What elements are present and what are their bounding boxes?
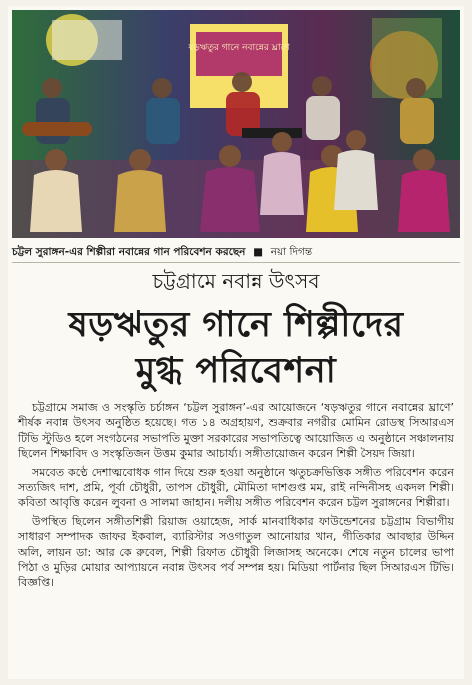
- article-body: [18, 400, 454, 594]
- banner-text: ষড়ঋতুর গানে নবান্নের ঘ্রাণে: [188, 43, 290, 53]
- event-photo: [12, 10, 460, 238]
- caption-separator: ■: [253, 246, 264, 258]
- kicker: চট্টগ্রামে নবান্ন উৎসব: [152, 269, 320, 293]
- caption-text: চট্টল সুরাঙ্গন-এর শিল্পীরা নবান্নের গান পরিবেশন করছেন: [12, 246, 246, 258]
- headline-line-1: ষড়ঋতুর গানে শিল্পীদের: [68, 305, 404, 345]
- caption-divider: [12, 262, 460, 263]
- photo-credit: নয়া দিগন্ত: [270, 246, 313, 258]
- paragraph: উপস্থিত ছিলেন সঙ্গীতশিল্পী রিয়াজ ওয়াহেজ, সার্ক মানবাধিকার ফাউন্ডেশনের চট্টগ্রাম বিভাগীয় সাধারণ সম্পাদক জাফর ইকবাল, ব্যারিস্টার সওগাতুল আনোয়ার খান, গীতিকার আবছার উদ্দিন অলি, লায়ন ডা: আর কে রুবেল, শিল্পী রিফাত চৌধুরী লিজাসহ অনেকে। শেষে নতুন চালের ভাপা পিঠা ও মুড়ির মোয়ার আপ্যায়নে নবান্ন উৎসব পর্ব সম্পন্ন হয়। মিডিয়া পার্টনার ছিল সিআরএস টিভি। বিজ্ঞপ্তি।: [18, 514, 454, 590]
- photo-caption: [12, 244, 460, 260]
- paragraph: চট্টগ্রামে সমাজ ও সংস্কৃতি চর্চাঙ্গন ‘চট্টল সুরাঙ্গন’-এর আয়োজনে ‘ষড়ঋতুর গানে নবান্নের ঘ্রাণে’ শীর্ষক নবান্ন উৎসব অনুষ্ঠিত হয়েছে। গত ১৪ অগ্রহায়ণ, শুক্রবার নগরীর মোমিন রোডস্থ সিআরএস টিভি স্টুডিও হলে সংগঠনের সভাপতি মুক্তা সরকারের সভাপতিত্বে আয়োজিত এ অনুষ্ঠানে সঞ্চালনায় ছিলেন শিক্ষাবিদ ও সংস্কৃতিজন উত্তম কুমার আচার্য্য। সঙ্গীতায়োজন করেন শিল্পী সৈয়দ জিয়া।: [18, 401, 454, 461]
- newspaper-clipping: [8, 6, 464, 679]
- headline: [8, 302, 464, 394]
- event-photo-illustration: [12, 10, 460, 238]
- paragraph: সমবেত কণ্ঠে দেশাত্মবোধক গান দিয়ে শুরু হওয়া অনুষ্ঠানে ঋতুচক্রভিত্তিক সঙ্গীত পরিবেশন করেন সত্যজিৎ দাশ, প্রমি, পূর্বা চৌধুরী, তাপস চৌধুরী, মৌমিতা দাশগুপ্ত মম, রাই নন্দিনীসহ একদল শিল্পী। কবিতা আবৃত্তি করেন লুবনা ও সালমা জাহান। দলীয় সঙ্গীত পরিবেশন করেন চট্টল সুরাঙ্গনের শিল্পীরা।: [18, 465, 454, 510]
- headline-line-2: মুগ্ধ পরিবেশনা: [135, 351, 337, 391]
